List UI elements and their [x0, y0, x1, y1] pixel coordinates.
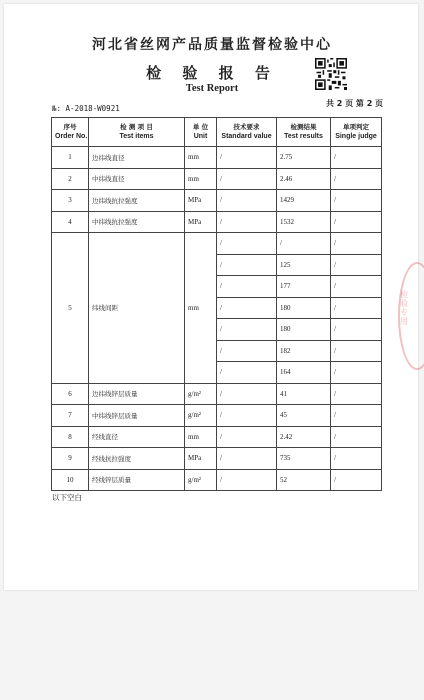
table-row: 3 边纬线抗拉强度 MPa / 1429 /: [52, 190, 382, 212]
header-standard-value: 技术要求 Standard value: [217, 118, 277, 147]
table-header-row: [52, 118, 382, 147]
table-subrow: / 177 /: [52, 276, 382, 298]
stamp-text: 检验专用: [400, 290, 408, 326]
table-row: 6 边纬线锌层质量 g/m² / 41 /: [52, 383, 382, 405]
results-table: [51, 117, 382, 491]
header-unit: 单 位 Unit: [185, 118, 217, 147]
table-row: 10 经线锌层质量 g/m² / 52 /: [52, 469, 382, 491]
table-subrow: / 182 /: [52, 340, 382, 362]
table-subrow: / 125 /: [52, 254, 382, 276]
table-subrow: / 164 /: [52, 362, 382, 384]
table-row: 8 经线直径 mm / 2.42 /: [52, 426, 382, 448]
report-title: 检 验 报 告: [146, 64, 278, 82]
header-test-results: 检测结果 Test results: [277, 118, 331, 147]
org-title: 河北省丝网产品质量监督检验中心: [92, 37, 332, 53]
header-order-no: 序号 Order No.: [52, 118, 89, 147]
page-count: 共 2 页 第 2 页: [326, 99, 384, 108]
header-test-items: 检 测 项 目 Test items: [89, 118, 185, 147]
table-subrow: / 180 /: [52, 319, 382, 341]
table-row: 1 边纬线直径 mm / 2.75 /: [52, 147, 382, 169]
report-number: №: A-2018-W0921: [52, 104, 120, 113]
report-subtitle: Test Report: [185, 83, 239, 94]
table-row: 9 经线抗拉强度 MPa / 735 /: [52, 448, 382, 470]
table-row: 4 中纬线抗拉强度 MPa / 1532 /: [52, 211, 382, 233]
table-row: 5 纬线间距 mm / / /: [52, 233, 382, 255]
end-of-report-note: 以下空白: [52, 493, 82, 502]
table-subrow: / 180 /: [52, 297, 382, 319]
table-row: 7 中纬线锌层质量 g/m² / 45 /: [52, 405, 382, 427]
header-single-judge: 单项判定 Single judge: [331, 118, 382, 147]
qr-code-icon: [315, 58, 347, 90]
table-row: 2 中纬线直径 mm / 2.46 /: [52, 168, 382, 190]
